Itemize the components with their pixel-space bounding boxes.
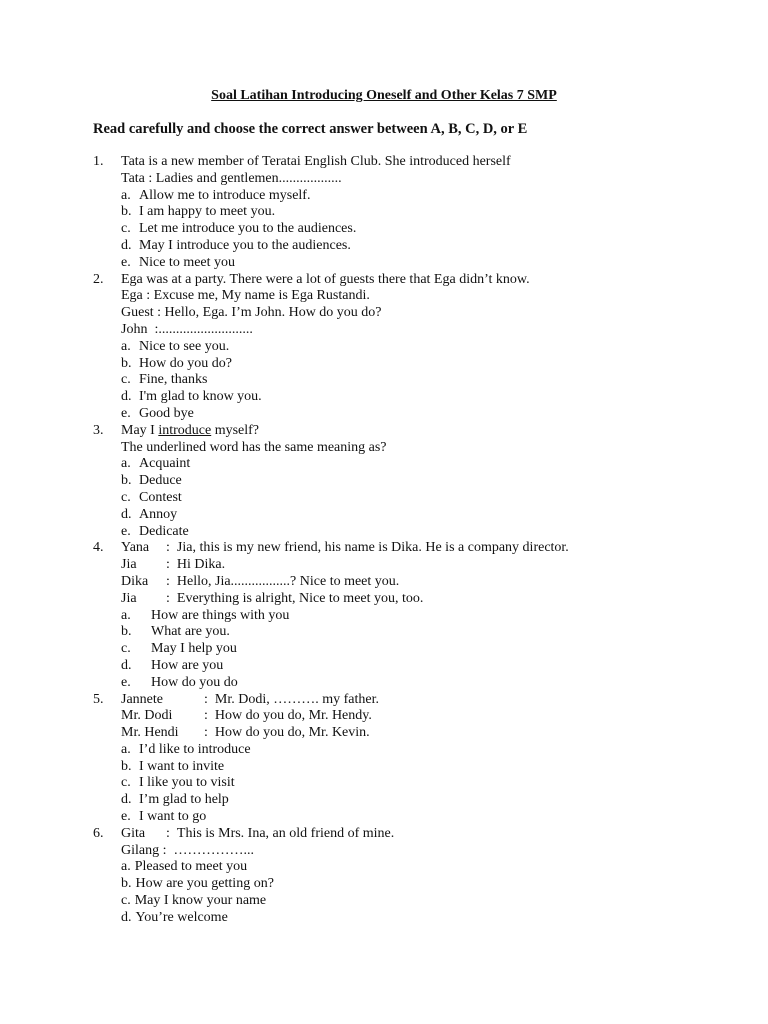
option-a: a. Allow me to introduce myself. (121, 187, 311, 203)
option-d: d. How are you (121, 657, 224, 673)
page-title: Soal Latihan Introducing Oneself and Other Kelas 7 SMP (211, 88, 557, 103)
option-b: b. How do you do? (121, 355, 232, 371)
dialogue-line (121, 557, 733, 574)
question-number: 2. (93, 271, 104, 287)
option-e: e. Good bye (121, 405, 194, 421)
dialogue-text: Jia, this is my new friend, his name is Dika. He is a company director. (176, 540, 569, 556)
option-a: a. Acquaint (121, 456, 191, 472)
option-a: a. Nice to see you. (121, 338, 230, 354)
dialogue-line: John :........................... (121, 321, 253, 337)
question-number: 1. (93, 154, 104, 169)
option-e: e. Nice to meet you (121, 254, 236, 270)
option-c: c. Fine, thanks (121, 372, 208, 388)
dialogue-text: How do you do, Mr. Kevin. (214, 725, 370, 741)
question-list (93, 154, 733, 927)
underlined-word: introduce (158, 422, 212, 438)
dialogue-line (121, 591, 733, 608)
option-c: c. Let me introduce you to the audiences. (121, 221, 357, 237)
speaker: Gita (121, 825, 146, 841)
question-number: 6. (93, 825, 104, 841)
speaker: Dika (121, 573, 149, 589)
separator: : (204, 725, 208, 741)
question-number: 3. (93, 422, 104, 438)
option-d: d. May I introduce you to the audiences. (121, 237, 351, 253)
speaker: Yana (121, 540, 150, 556)
option-d: d. I'm glad to know you. (121, 389, 262, 405)
dialogue-line (121, 692, 733, 709)
separator: : (204, 708, 208, 724)
option-d: d. You’re welcome (121, 909, 228, 925)
dialogue-line (121, 540, 733, 557)
separator: : (204, 691, 208, 707)
dialogue-line (121, 725, 733, 742)
dialogue-line: Ega : Excuse me, My name is Ega Rustandi. (121, 288, 370, 304)
dialogue-text: Everything is alright, Nice to meet you, too. (176, 590, 424, 606)
option-e: e. How do you do (121, 674, 238, 690)
dialogue-line (121, 171, 733, 188)
question-1 (93, 154, 733, 272)
speaker: Mr. Hendi (121, 725, 179, 741)
separator: : (166, 540, 170, 556)
instructions: Read carefully and choose the correct answer between A, B, C, D, or E (93, 121, 528, 137)
option-c: c. Contest (121, 489, 182, 505)
separator: : (166, 573, 170, 589)
question-prompt: The underlined word has the same meaning as? (121, 439, 387, 455)
option-b: b. How are you getting on? (121, 876, 274, 892)
dialogue-text: How do you do, Mr. Hendy. (214, 708, 372, 724)
separator: : (166, 825, 170, 841)
option-b: b. What are you. (121, 624, 230, 640)
option-e: e. I want to go (121, 809, 207, 825)
dialogue-line: Gilang : ……………... (121, 842, 254, 858)
question-2 (93, 272, 733, 423)
option-c: c. I like you to visit (121, 775, 235, 791)
speaker: Jia (121, 557, 137, 573)
dialogue-line (121, 708, 733, 725)
question-number: 4. (93, 540, 104, 556)
option-b: b. Deduce (121, 473, 182, 489)
option-c: c. May I know your name (121, 893, 267, 909)
question-text: Ega was at a party. There were a lot of guests there that Ega didn’t know. (121, 271, 530, 287)
option-a: a. I’d like to introduce (121, 741, 251, 757)
dialogue-text: Hello, Jia.................? Nice to meet you. (176, 573, 400, 589)
separator: : (144, 170, 156, 186)
option-a: a. How are things with you (121, 607, 290, 623)
dialogue-line (121, 826, 733, 843)
option-d: d. I’m glad to help (121, 792, 229, 808)
dialogue-text: Hi Dika. (176, 557, 226, 573)
speaker: Jia (121, 590, 137, 606)
option-c: c. May I help you (121, 641, 237, 657)
speaker: Tata (121, 170, 145, 186)
question-5 (93, 692, 733, 826)
option-a: a. Pleased to meet you (121, 859, 248, 875)
option-b: b. I am happy to meet you. (121, 204, 276, 220)
option-e: e. Dedicate (121, 523, 189, 539)
speaker: Mr. Dodi (121, 708, 173, 724)
option-b: b. I want to invite (121, 758, 225, 774)
question-number: 5. (93, 691, 104, 707)
separator: : (166, 590, 170, 606)
dialogue-line (121, 574, 733, 591)
question-3 (93, 423, 733, 541)
dialogue-text: Mr. Dodi, ………. my father. (214, 691, 379, 707)
question-6 (93, 826, 733, 927)
dialogue-line: Guest : Hello, Ega. I’m John. How do you do? (121, 305, 382, 321)
question-text: Tata is a new member of Teratai English Club. She introduced herself (121, 154, 511, 169)
dialogue-text: Ladies and gentlemen.................. (155, 170, 342, 186)
question-text: May I introduce myself? (121, 422, 260, 438)
dialogue-text: This is Mrs. Ina, an old friend of mine. (176, 825, 395, 841)
question-4 (93, 540, 733, 691)
option-d: d. Annoy (121, 506, 178, 522)
speaker: Jannete (121, 691, 163, 707)
separator: : (166, 557, 170, 573)
